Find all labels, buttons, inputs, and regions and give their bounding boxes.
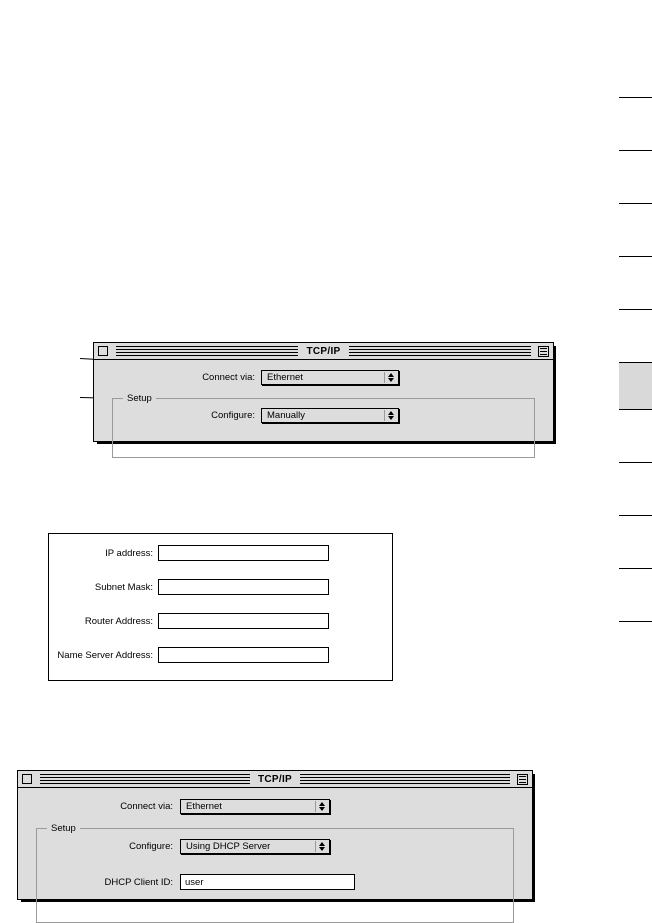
ruler-highlight-block (619, 363, 652, 409)
setup-group-title: Setup (123, 393, 156, 404)
configure-label: Configure: (211, 410, 255, 421)
ruler-mark (619, 515, 652, 516)
ruler-mark (619, 203, 652, 204)
connect-via-row (94, 370, 553, 385)
chevron-updown-icon (384, 372, 396, 383)
ruler-mark (619, 462, 652, 463)
ip-address-row (49, 545, 392, 561)
configure-popup[interactable] (261, 408, 399, 423)
connect-via-label: Connect via: (202, 372, 255, 383)
ruler-mark (619, 568, 652, 569)
configure-row (18, 839, 532, 854)
configure-value: Manually (267, 410, 306, 421)
subnet-mask-row (49, 579, 392, 595)
router-address-input[interactable] (158, 613, 329, 629)
zoom-box-icon[interactable] (538, 346, 549, 357)
dhcp-client-id-value: user (185, 876, 204, 888)
connect-via-value: Ethernet (267, 372, 303, 383)
ip-address-label: IP address: (105, 547, 153, 559)
ip-address-input[interactable] (158, 545, 329, 561)
dhcp-client-id-label: DHCP Client ID: (104, 876, 173, 888)
ruler-mark (619, 309, 652, 310)
name-server-address-input[interactable] (158, 647, 329, 663)
ruler-mark (619, 97, 652, 98)
ruler-mark (619, 256, 652, 257)
window-title: TCP/IP (250, 772, 300, 787)
ruler-mark (619, 150, 652, 151)
configure-popup[interactable] (180, 839, 330, 854)
connect-via-value: Ethernet (186, 801, 222, 812)
tcpip-window-top[interactable] (93, 342, 554, 442)
window-titlebar[interactable] (18, 771, 532, 788)
connect-via-popup[interactable] (180, 799, 330, 814)
connect-via-popup[interactable] (261, 370, 399, 385)
chevron-updown-icon (315, 801, 327, 812)
setup-group-title: Setup (47, 823, 80, 834)
connect-via-label: Connect via: (120, 801, 173, 812)
subnet-mask-label: Subnet Mask: (94, 581, 153, 593)
router-address-label: Router Address: (84, 615, 153, 627)
configure-label: Configure: (129, 841, 173, 852)
tcpip-window-bottom[interactable] (17, 770, 533, 900)
configure-value: Using DHCP Server (186, 841, 271, 852)
setup-groupbox (112, 393, 535, 458)
chevron-updown-icon (315, 841, 327, 852)
router-address-row (49, 613, 392, 629)
close-box-icon[interactable] (22, 774, 32, 784)
ruler-mark (619, 621, 652, 622)
zoom-box-icon[interactable] (517, 774, 528, 785)
window-shadow-right (532, 774, 535, 902)
name-server-address-label: Name Server Address: (57, 649, 153, 661)
window-title: TCP/IP (298, 344, 348, 359)
address-fields-panel (48, 533, 393, 681)
ruler-mark (619, 409, 652, 410)
configure-row (94, 408, 553, 423)
name-server-address-row (49, 647, 392, 663)
subnet-mask-input[interactable] (158, 579, 329, 595)
connect-via-row (18, 799, 532, 814)
close-box-icon[interactable] (98, 346, 108, 356)
window-titlebar[interactable] (94, 343, 553, 360)
window-shadow-right (553, 346, 556, 444)
chevron-updown-icon (384, 410, 396, 421)
